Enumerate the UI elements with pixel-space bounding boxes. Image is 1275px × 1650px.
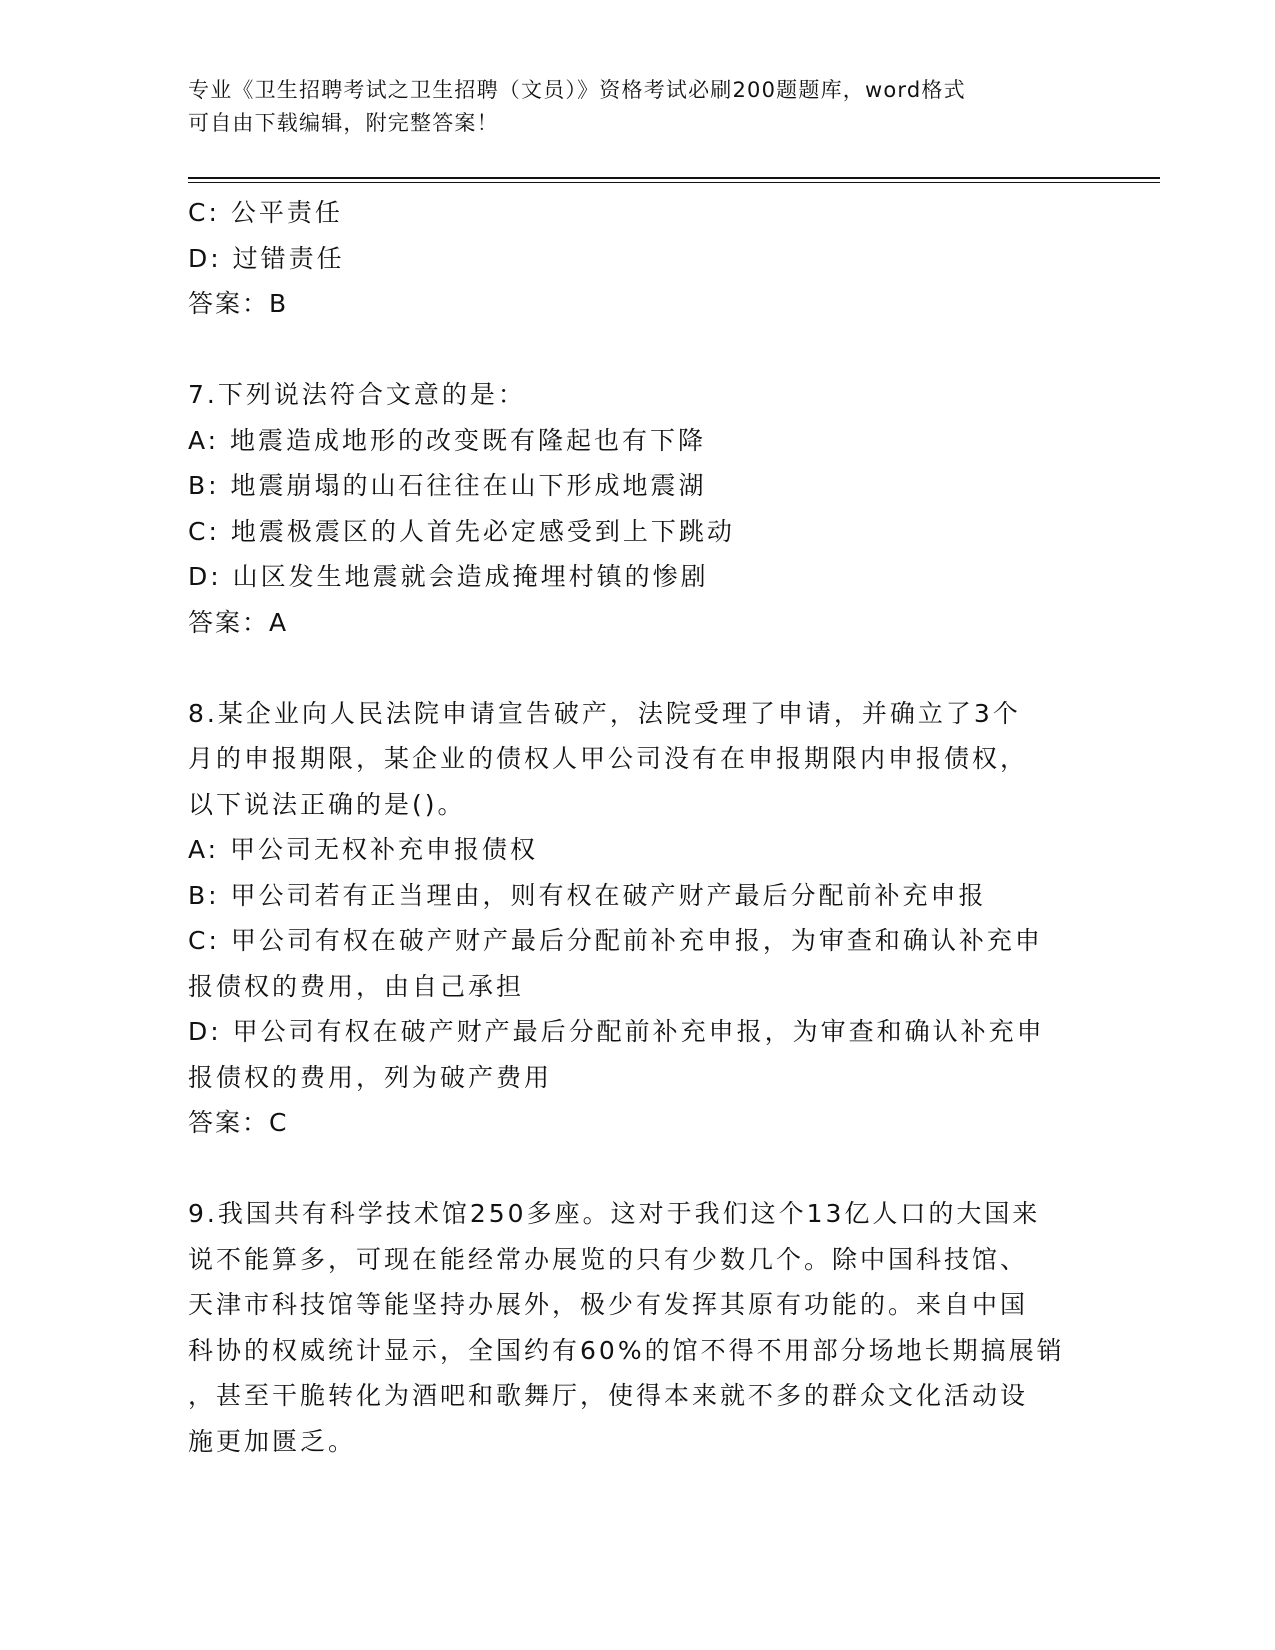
q8-option-c-cont: 报债权的费用，由自己承担 (188, 971, 525, 1001)
q7-stem: 7.下列说法符合文意的是： (188, 380, 526, 409)
q8-stem-line-3: 以下说法正确的是()。 (188, 789, 466, 819)
question-6 (188, 190, 1088, 327)
q9-stem-line-2: 说不能算多，可现在能经常办展览的只有少数几个。除中国科技馆、 (188, 1244, 1029, 1274)
q8-option-c: C: 甲公司有权在破产财产最后分配前补充申报，为审查和确认补充申 (188, 926, 1043, 955)
q8-option-d-cont: 报债权的费用，列为破产费用 (188, 1062, 553, 1092)
q9-stem-line-3: 天津市科技馆等能坚持办展外，极少有发挥其原有功能的。来自中国 (188, 1290, 1029, 1319)
q6-option-d: D: 过错责任 (188, 243, 345, 273)
question-9 (188, 1191, 1088, 1464)
header-divider-thin (188, 182, 1160, 183)
q9-stem-line-5: ，甚至干脆转化为酒吧和歌舞厅，使得本来就不多的群众文化活动设 (188, 1381, 1029, 1410)
spacer (188, 645, 1088, 691)
q9-stem-line-1: 9.我国共有科学技术馆250多座。这对于我们这个13亿人口的大国来 (188, 1199, 1041, 1228)
q8-option-b: B: 甲公司若有正当理由，则有权在破产财产最后分配前补充申报 (188, 880, 987, 910)
q9-stem-line-6: 施更加匮乏。 (188, 1426, 357, 1456)
header-divider-thick (188, 177, 1160, 179)
document-body (188, 190, 1088, 1464)
q6-option-c: C: 公平责任 (188, 198, 343, 227)
q7-answer: 答案：A (188, 607, 289, 637)
header-line-1: 专业《卫生招聘考试之卫生招聘（文员）》资格考试必刷200题题库，word格式 (188, 78, 966, 102)
header-line-2: 可自由下载编辑，附完整答案！ (188, 111, 499, 135)
question-8 (188, 691, 1088, 1146)
q7-option-a: A: 地震造成地形的改变既有隆起也有下降 (188, 425, 707, 455)
q7-option-d: D: 山区发生地震就会造成掩埋村镇的惨剧 (188, 562, 709, 591)
page-header (188, 74, 1078, 140)
q8-option-d: D: 甲公司有权在破产财产最后分配前补充申报，为审查和确认补充申 (188, 1017, 1045, 1046)
q8-option-a: A: 甲公司无权补充申报债权 (188, 835, 539, 864)
spacer (188, 327, 1088, 373)
q7-option-c: C: 地震极震区的人首先必定感受到上下跳动 (188, 516, 735, 546)
q8-answer: 答案：C (188, 1108, 289, 1137)
q9-stem-line-4: 科协的权威统计显示，全国约有60%的馆不得不用部分场地长期搞展销 (188, 1335, 1065, 1365)
q8-stem-line-2: 月的申报期限，某企业的债权人甲公司没有在申报期限内申报债权， (188, 744, 1029, 773)
question-7 (188, 372, 1088, 645)
q7-option-b: B: 地震崩塌的山石往往在山下形成地震湖 (188, 471, 707, 500)
q8-stem-line-1: 8.某企业向人民法院申请宣告破产，法院受理了申请，并确立了3个 (188, 698, 1021, 728)
q6-answer: 答案：B (188, 289, 289, 318)
spacer (188, 1146, 1088, 1192)
